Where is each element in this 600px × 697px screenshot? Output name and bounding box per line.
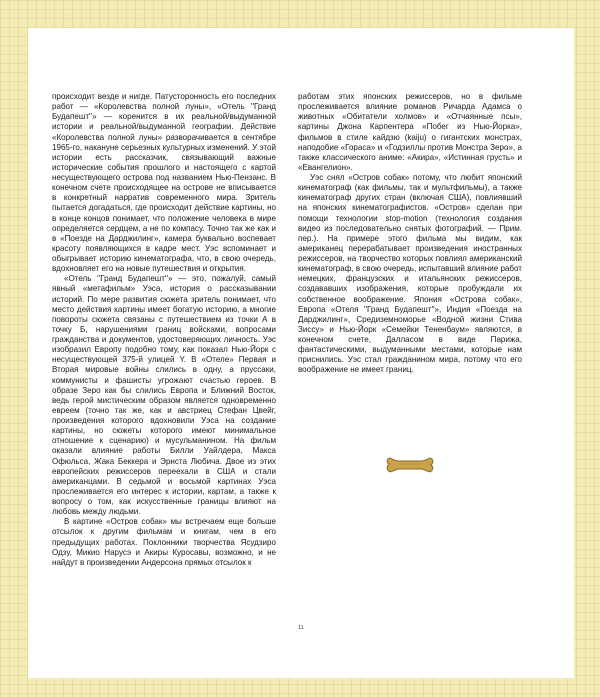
page-number: 11 <box>298 625 304 631</box>
left-text-column <box>52 92 276 568</box>
dog-bone-icon <box>386 454 434 476</box>
paragraph: Уэс снял «Остров собак» потому, что любит японский кинематограф (как фильмы, так и мультфильмы), а также кинематограф других стран (включая США), повлиявший на японских кинематографистов. «Остров» сделан при помощи технологии stop-motion (технология создания видео из последовательно снятых фотографий. — Прим. пер.). На примере этого фильма мы видим, как американец перерабатывает произведения иностранных режиссеров, на творчество которых повлиял американский кинематограф, в свою очередь, испытавший влияние работ немецких, французских и итальянских режиссеров, создававших изображения, которые пробуждали их собственное воображение. Япония «Острова собак», Европа «Отеля ''Гранд Будапешт''», Индия «Поезда на Дарджилинг», Средиземноморье «Водной жизни Стива Зиссу» и Нью-Йорк «Семейки Тененбаум» являются, в конечном счете, Далласом в виде Парижа, фантастическими, выдуманными местами, которые нам приснились. Уэс стал гражданином мира, потому что его воображение не имеет границ. <box>298 173 522 375</box>
right-text-column <box>298 92 522 376</box>
paragraph: происходит везде и нигде. Патусторонность его последних работ — «Королевства полной луны», «Отель ''Гранд Будапешт''» — коренится в их реальной/выдуманной истории и реальной/выдуманной географии. Действие «Королевства полной луны» разворачивается в сентябре 1965-го, накануне серьезных культурных изменений. У этой истории есть рассказчик, связывающий важные исторические события прошлого и настоящего с картой несуществующего острова под названием Нью-Пензанс. В конечном счете происходящее на острове не вписывается в конкретный нарратив современного мира. Зритель пытается догадаться, где происходит действие картины, но в конце концов понимает, что положение человека в мире определяется сердцем, а не по компасу. Точно так же как и в «Поезде на Дарджилинг», камера буквально воспевает красоту появляющихся в кадре мест. Уэс вспоминает и обыгрывает историю кинематографа, что, в свою очередь, вдохновляет его на новые путешествия и открытия. <box>52 92 276 274</box>
paragraph: В картине «Остров собак» мы встречаем еще больше отсылок к другим фильмам и книгам, чем в его предыдущих работах. Поклонники творчества Ясудзиро Одзу, Микио Нарусэ и Акиры Куросавы, возможно, и не найдут в произведении Андерсона прямых отсылок к <box>52 517 276 567</box>
paragraph: «Отель ''Гранд Будапешт''» — это, пожалуй, самый явный «метафильм» Уэса, история о рассказывании историй. По мере развития сюжета зритель понимает, что место действия картины имеет богатую историю, а многие повороты сюжета связаны с путешествием из точки А в точку Б, нарушениями границ войсками, вопросами гражданства и документов, удостоверяющих личность. Уэс изобразил Европу подобно тому, как показал Нью-Йорк с несуществующей 375-й улицей Y. В «Отеле» Первая и Вторая мировые войны слились в одну, а пруссаки, коммунисты и фашисты угрожают счастью героев. В образе Зеро как бы слились Европа и Ближний Восток, ведь герой мистическим образом является одновременно евреем (точно так же, как и австриец Стефан Цвейг, произведения которого вдохновили Уэса на создание картины, но сюжеты которого имеют минимальное отношение к сценарию) и мусульманином. На фильм оказали влияние работы Билли Уайлдера, Макса Офюльса, Жака Беккера и Эрнста Любича. Двое из этих европейских режиссеров переехали в США и стали американцами. В седьмой и восьмой картинах Уэса прослеживается его интерес к истории, картам, а также к вопросу о том, как искусственные границы влияют на любовь между людьми. <box>52 274 276 517</box>
book-page <box>28 28 574 678</box>
paragraph: работам этих японских режиссеров, но в фильме прослеживается влияние романов Ричарда Адамса о животных «Обитатели холмов» и «Отчаянные псы», картины Джона Карпентера «Побег из Нью-Йорка», фильмов в стиле кайдзю (kaiju) о гигантских монстрах, наподобие «Гораса» и «Годзиллы против Монстра Зеро», а также классического аниме: «Акира», «Истинная грусть» и «Евангелион». <box>298 92 522 172</box>
